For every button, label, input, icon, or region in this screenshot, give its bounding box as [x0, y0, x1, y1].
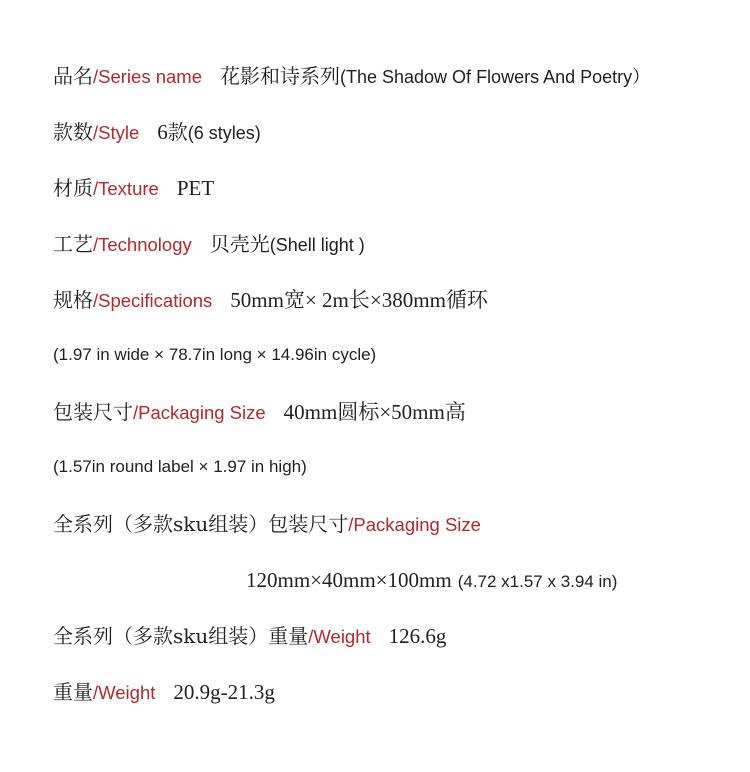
packaging-note: (1.57in round label × 1.97 in high)	[53, 457, 307, 476]
row-series-name	[53, 66, 650, 87]
series-packaging-value: 120mm×40mm×100mm	[246, 568, 452, 592]
row-specifications-note	[53, 346, 376, 364]
row-packaging-note	[53, 458, 307, 476]
style-value-zh: 款	[167, 120, 188, 144]
series-packaging-label-zh: 全系列（多款sku组装）包装尺寸	[53, 512, 349, 536]
packaging-value: 40mm圆标×50mm高	[283, 400, 466, 424]
technology-label-en: /Technology	[93, 234, 192, 255]
series-value-zh: 花影和诗系列	[220, 64, 340, 88]
specifications-value: 50mm宽× 2m长×380mm循环	[230, 288, 488, 312]
style-label-en: /Style	[93, 122, 140, 143]
texture-label-en: /Texture	[93, 178, 159, 199]
row-packaging-size	[53, 402, 466, 423]
technology-label-zh: 工艺	[53, 232, 93, 256]
row-style	[53, 122, 261, 143]
row-series-packaging-size	[53, 514, 481, 535]
weight-label-en: /Weight	[93, 682, 156, 703]
specifications-note: (1.97 in wide × 78.7in long × 14.96in cycle)	[53, 345, 377, 364]
packaging-label-en: /Packaging Size	[133, 402, 266, 423]
texture-value: PET	[176, 176, 215, 200]
series-label-en: /Series name	[93, 66, 202, 87]
specifications-label-en: /Specifications	[93, 290, 213, 311]
style-value-en: (6 styles)	[187, 123, 261, 143]
style-label-zh: 款数	[53, 120, 93, 144]
series-weight-label-zh: 全系列（多款sku组装）重量	[53, 624, 309, 648]
technology-value-zh: 贝壳光	[209, 232, 270, 256]
texture-label-zh: 材质	[53, 176, 93, 200]
series-value-en: (The Shadow Of Flowers And Poetry）	[340, 67, 651, 87]
technology-value-en: (Shell light )	[269, 235, 365, 255]
row-series-weight	[53, 626, 446, 647]
series-weight-value: 126.6g	[388, 624, 447, 648]
series-packaging-note: (4.72 x1.57 x 3.94 in)	[457, 572, 618, 591]
weight-label-zh: 重量	[53, 680, 93, 704]
series-label-zh: 品名	[53, 64, 93, 88]
style-value-num: 6	[157, 120, 168, 144]
packaging-label-zh: 包装尺寸	[53, 400, 133, 424]
row-series-packaging-value	[246, 570, 617, 591]
row-weight	[53, 682, 275, 703]
series-packaging-label-en: /Packaging Size	[348, 514, 481, 535]
row-specifications	[53, 290, 488, 311]
specifications-label-zh: 规格	[53, 288, 93, 312]
row-technology	[53, 234, 365, 255]
series-weight-label-en: /Weight	[308, 626, 371, 647]
weight-value: 20.9g-21.3g	[173, 680, 275, 704]
row-texture	[53, 178, 214, 199]
